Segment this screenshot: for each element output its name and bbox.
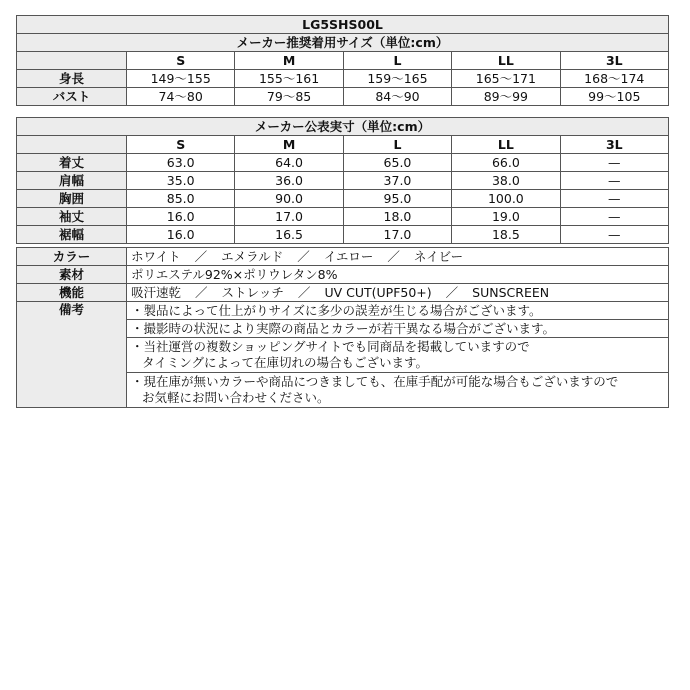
row-label: 肩幅	[17, 172, 127, 190]
size-header: S	[127, 136, 235, 154]
size-header: S	[127, 52, 235, 70]
corner-cell	[17, 52, 127, 70]
table-cell: —	[560, 190, 668, 208]
table-cell: 19.0	[452, 208, 560, 226]
table-cell: 165〜171	[452, 70, 560, 88]
row-label: 身長	[17, 70, 127, 88]
table-cell: 149〜155	[127, 70, 235, 88]
note-item	[127, 338, 669, 373]
table-row	[17, 190, 669, 208]
separator: ／	[297, 284, 311, 300]
color-item: イエロー	[323, 248, 374, 264]
row-label: 裾幅	[17, 226, 127, 244]
table-cell: 65.0	[343, 154, 451, 172]
table-cell: 16.0	[127, 226, 235, 244]
recommended-size-title: メーカー推奨着用サイズ（単位:cm）	[17, 34, 669, 52]
table-cell: 18.5	[452, 226, 560, 244]
table-cell: —	[560, 226, 668, 244]
table-cell: 35.0	[127, 172, 235, 190]
color-row	[17, 248, 669, 266]
color-item: ホワイト	[131, 248, 181, 264]
size-header: LL	[452, 52, 560, 70]
table-cell: 89〜99	[452, 88, 560, 106]
table-cell: 36.0	[235, 172, 343, 190]
table-cell: 168〜174	[560, 70, 668, 88]
table-cell: —	[560, 172, 668, 190]
notes-label: 備考	[17, 302, 127, 408]
table-cell: 17.0	[343, 226, 451, 244]
row-label: 着丈	[17, 154, 127, 172]
table-cell: —	[560, 208, 668, 226]
table-row	[17, 70, 669, 88]
row-label: バスト	[17, 88, 127, 106]
table-cell: 79〜85	[235, 88, 343, 106]
color-label: カラー	[17, 248, 127, 266]
actual-measurement-title: メーカー公表実寸（単位:cm）	[17, 118, 669, 136]
table-cell: 74〜80	[127, 88, 235, 106]
material-label: 素材	[17, 266, 127, 284]
table-row	[17, 88, 669, 106]
table-row	[17, 172, 669, 190]
size-header: 3L	[560, 52, 668, 70]
notes-row	[17, 302, 669, 320]
note-item	[127, 373, 669, 408]
note-line: ・当社運営の複数ショッピングサイトでも同商品を掲載していますので	[131, 339, 530, 354]
table-cell: 84〜90	[343, 88, 451, 106]
color-item: ネイビー	[413, 248, 464, 264]
color-item: エメラルド	[221, 248, 284, 264]
size-header: 3L	[560, 136, 668, 154]
function-item: ストレッチ	[221, 284, 284, 300]
table-cell: 16.0	[127, 208, 235, 226]
table-cell: 99〜105	[560, 88, 668, 106]
separator: ／	[195, 284, 208, 300]
table-row	[17, 226, 669, 244]
table-row	[17, 208, 669, 226]
size-header: M	[235, 52, 343, 70]
table-cell: 37.0	[343, 172, 451, 190]
separator: ／	[297, 248, 310, 264]
model-number: LG5SHS00L	[17, 16, 669, 34]
table-cell: 64.0	[235, 154, 343, 172]
separator: ／	[194, 248, 208, 264]
function-item: 吸汗速乾	[131, 284, 182, 300]
table-cell: 17.0	[235, 208, 343, 226]
note-item: ・撮影時の状況により実際の商品とカラーが若干異なる場合がございます。	[127, 320, 669, 338]
material-row	[17, 266, 669, 284]
size-header: L	[343, 52, 451, 70]
table-cell: 16.5	[235, 226, 343, 244]
size-header-row	[17, 136, 669, 154]
table-cell: 63.0	[127, 154, 235, 172]
table-cell: 95.0	[343, 190, 451, 208]
size-header: LL	[452, 136, 560, 154]
note-line: ・現在庫が無いカラーや商品につきましても、在庫手配が可能な場合もございますので	[131, 374, 619, 389]
material-value: ポリエステル92%×ポリウレタン8%	[127, 266, 669, 284]
table-row	[17, 154, 669, 172]
table-cell: —	[560, 154, 668, 172]
function-label: 機能	[17, 284, 127, 302]
table-cell: 38.0	[452, 172, 560, 190]
recommended-size-table	[16, 15, 669, 106]
table-cell: 159〜165	[343, 70, 451, 88]
product-spec-table	[16, 247, 669, 408]
table-cell: 18.0	[343, 208, 451, 226]
size-header: M	[235, 136, 343, 154]
table-cell: 85.0	[127, 190, 235, 208]
size-header: L	[343, 136, 451, 154]
function-item: SUNSCREEN	[472, 284, 550, 300]
note-item: ・製品によって仕上がりサイズに多少の誤差が生じる場合がございます。	[127, 302, 669, 320]
table-cell: 90.0	[235, 190, 343, 208]
separator: ／	[387, 248, 400, 264]
row-label: 胸囲	[17, 190, 127, 208]
color-list	[127, 248, 669, 266]
row-label: 袖丈	[17, 208, 127, 226]
function-list	[127, 284, 669, 302]
function-row	[17, 284, 669, 302]
table-cell: 66.0	[452, 154, 560, 172]
actual-measurement-table	[16, 117, 669, 244]
note-line: お気軽にお問い合わせください。	[142, 390, 330, 405]
note-line: タイミングによって在庫切れの場合もございます。	[142, 355, 429, 370]
table-cell: 100.0	[452, 190, 560, 208]
size-header-row	[17, 52, 669, 70]
table-cell: 155〜161	[235, 70, 343, 88]
corner-cell	[17, 136, 127, 154]
separator: ／	[445, 284, 459, 300]
function-item: UV CUT(UPF50+)	[324, 284, 432, 300]
